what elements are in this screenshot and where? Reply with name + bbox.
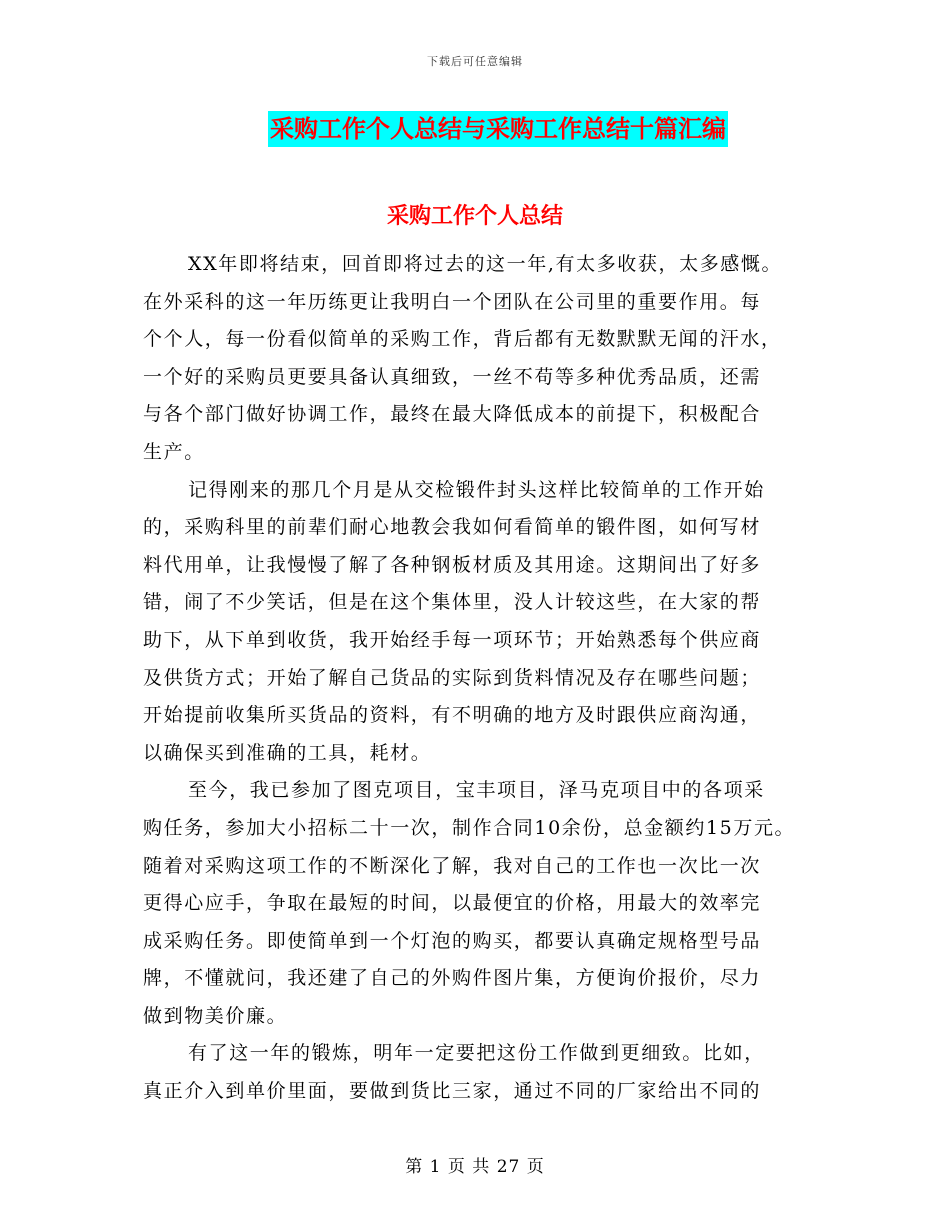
- paragraph-line: 随着对采购这项工作的不断深化了解，我对自己的工作也一次比一次: [143, 854, 762, 877]
- paragraph-line: 成采购任务。即使简单到一个灯泡的购买，都要认真确定规格型号品: [143, 929, 762, 952]
- paragraph-line: 开始提前收集所买货品的资料，有不明确的地方及时跟供应商沟通，: [143, 704, 762, 727]
- paragraph-line: 真正介入到单价里面，要做到货比三家，通过不同的厂家给出不同的: [143, 1080, 762, 1103]
- paragraph-line: 以确保买到准确的工具，耗材。: [143, 741, 432, 764]
- main-title: 采购工作个人总结与采购工作总结十篇汇编: [268, 111, 728, 147]
- paragraph-line: 个个人，每一份看似简单的采购工作，背后都有无数默默无闻的汗水，: [143, 328, 782, 351]
- paragraph-line: 生产。: [143, 440, 205, 463]
- paragraph-line: 的，采购科里的前辈们耐心地教会我如何看简单的锻件图，如何写材: [143, 516, 762, 539]
- paragraph-line: 一个好的采购员更要具备认真细致，一丝不苟等多种优秀品质，还需: [143, 365, 762, 388]
- paragraph-line: 记得刚来的那几个月是从交检锻件封头这样比较简单的工作开始: [188, 478, 765, 501]
- paragraph-line: 与各个部门做好协调工作，最终在最大降低成本的前提下，积极配合: [143, 403, 762, 426]
- page-footer: 第 1 页 共 27 页: [405, 1157, 545, 1177]
- section-title: 采购工作个人总结: [386, 204, 563, 229]
- paragraph-line: 牌，不懂就问，我还建了自己的外购件图片集，方便询价报价，尽力: [143, 967, 762, 990]
- paragraph-line: 及供货方式；开始了解自己货品的实际到货料情况及存在哪些问题；: [143, 666, 762, 689]
- paragraph-line: 错，闹了不少笑话，但是在这个集体里，没人计较这些，在大家的帮: [143, 591, 762, 614]
- paragraph-line: 做到物美价廉。: [143, 1004, 288, 1027]
- body-text: [143, 246, 823, 1111]
- paragraph-line: 助下，从下单到收货，我开始经手每一项环节；开始熟悉每个供应商: [143, 628, 762, 651]
- paragraph-line: 更得心应手，争取在最短的时间，以最便宜的价格，用最大的效率完: [143, 892, 762, 915]
- paragraph-line: 在外采科的这一年历练更让我明白一个团队在公司里的重要作用。每: [143, 290, 762, 313]
- header-note: 下载后可任意编辑: [427, 55, 523, 68]
- main-title-wrap: [0, 111, 950, 147]
- paragraph-line: 至今，我已参加了图克项目，宝丰项目，泽马克项目中的各项采: [188, 779, 765, 802]
- paragraph-line: 有了这一年的锻炼，明年一定要把这份工作做到更细致。比如，: [188, 1042, 765, 1065]
- paragraph-line: 料代用单，让我慢慢了解了各种钢板材质及其用途。这期间出了好多: [143, 553, 762, 576]
- paragraph-line: 购任务，参加大小招标二十一次，制作合同10余份，总金额约15万元。: [143, 816, 796, 839]
- paragraph-line: XX年即将结束，回首即将过去的这一年,有太多收获，太多感慨。: [188, 253, 783, 275]
